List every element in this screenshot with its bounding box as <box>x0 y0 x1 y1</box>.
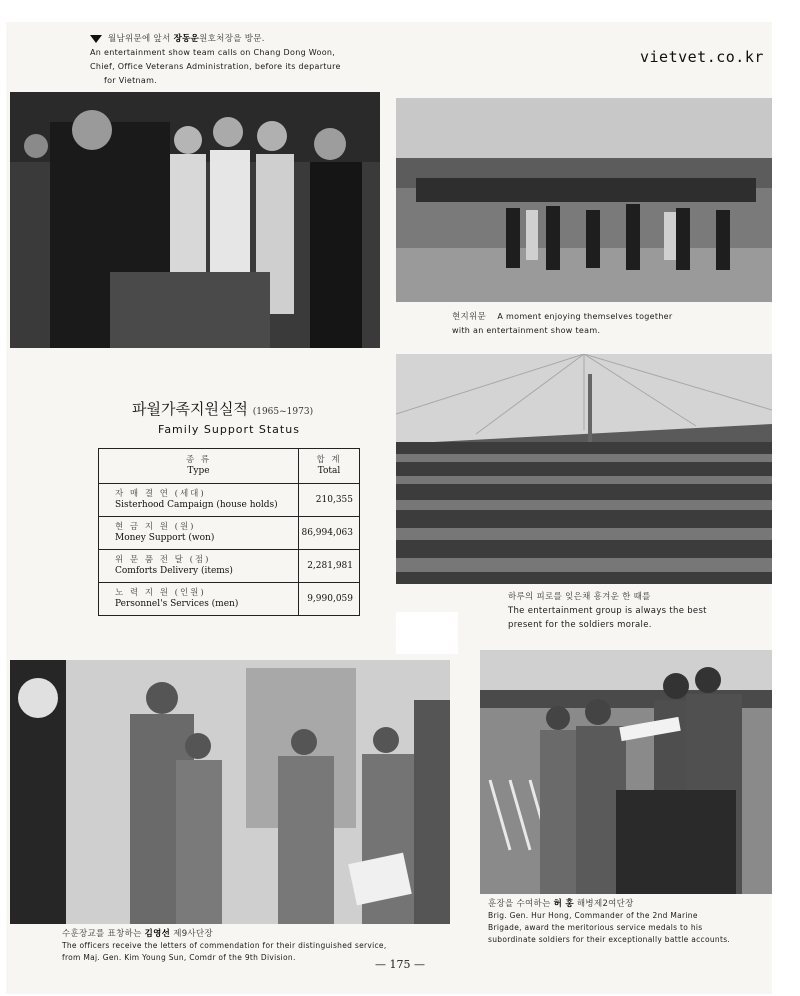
caption-bottom-right <box>488 898 768 946</box>
caption-line: The officers receive the letters of commendation for their distinguished service, <box>62 941 387 950</box>
caption-korean-name: 김영선 <box>144 929 171 939</box>
page-number: — 175 — <box>375 958 425 971</box>
header-total-korean: 합 계 <box>316 455 342 465</box>
row-type-english: Comforts Delivery (items) <box>115 566 233 576</box>
row-type <box>99 583 299 616</box>
blank-patch <box>396 612 458 654</box>
caption-korean <box>488 899 634 909</box>
caption-bottom-left <box>62 928 392 964</box>
caption-line: present for the soldiers morale. <box>508 620 652 630</box>
table-title <box>132 398 313 419</box>
table-row <box>99 517 360 550</box>
header-total-english: Total <box>317 466 341 476</box>
table-row <box>99 550 360 583</box>
site-watermark: vietvet.co.kr <box>640 48 764 66</box>
row-type-korean: 현 금 지 원 (원) <box>115 522 196 532</box>
caption-line: with an entertainment show team. <box>452 326 601 335</box>
table-row <box>99 583 360 616</box>
table-title-years: (1965~1973) <box>252 407 314 417</box>
triangle-bullet-icon <box>90 35 102 43</box>
row-total: 9,990,059 <box>299 583 360 616</box>
caption-korean: 월남위문에 앞서 <box>108 34 171 44</box>
table-row <box>99 484 360 517</box>
caption-top-left <box>90 32 380 88</box>
row-type-korean: 노 력 지 원 (인원) <box>115 588 206 598</box>
table-subtitle: Family Support Status <box>158 423 300 436</box>
row-type-korean: 위 문 품 전 달 (점) <box>115 555 211 565</box>
caption-line: from Maj. Gen. Kim Young Sun, Comdr of the 9th Division. <box>62 953 296 962</box>
caption-korean-part: 제9사단장 <box>173 929 213 939</box>
photo-medal-award <box>480 650 772 894</box>
row-type-english: Money Support (won) <box>115 533 215 543</box>
row-total: 86,994,063 <box>299 517 360 550</box>
caption-line: Brigade, award the meritorious service medals to his <box>488 923 703 932</box>
caption-top-right <box>452 310 752 338</box>
caption-korean: 현지위문 <box>452 312 487 322</box>
caption-middle-right <box>508 590 768 632</box>
table-title-korean: 파월가족지원실적 <box>132 400 248 418</box>
caption-line: A moment enjoying themselves together <box>497 312 673 321</box>
caption-line: Chief, Office Veterans Administration, before its departure <box>90 62 341 71</box>
header-total <box>299 449 360 484</box>
caption-korean <box>62 929 213 939</box>
header-type-english: Type <box>187 466 210 476</box>
row-type <box>99 484 299 517</box>
row-type <box>99 517 299 550</box>
caption-korean: 하루의 피로를 잊은채 흥겨운 한 때를 <box>508 592 651 602</box>
table-header-row <box>99 449 360 484</box>
photo-soldiers-audience <box>396 354 772 584</box>
family-support-table <box>98 448 360 616</box>
caption-line: for Vietnam. <box>104 76 158 85</box>
caption-korean-part: 해병제2여단장 <box>576 899 634 909</box>
row-type-english: Sisterhood Campaign (house holds) <box>115 500 278 510</box>
header-type <box>99 449 299 484</box>
caption-korean-name: 장동운 <box>173 34 200 44</box>
caption-korean-part: 수훈장교를 표창하는 <box>62 929 142 939</box>
caption-line: Brig. Gen. Hur Hong, Commander of the 2nd Marine <box>488 911 698 920</box>
row-type-korean: 자 매 결 연 (세대) <box>115 489 206 499</box>
caption-line: An entertainment show team calls on Chang Dong Woon, <box>90 48 336 57</box>
row-type-english: Personnel's Services (men) <box>115 599 239 609</box>
caption-line: subordinate soldiers for their exceptionally battle accounts. <box>488 935 731 944</box>
row-total: 210,355 <box>299 484 360 517</box>
header-type-korean: 종 류 <box>185 455 212 465</box>
caption-korean: 원호처장을 방문. <box>199 34 265 44</box>
caption-korean-part: 훈장을 수여하는 <box>488 899 551 909</box>
photo-commendation-ceremony <box>10 660 450 924</box>
photo-soldiers-dancing <box>396 98 772 302</box>
row-total: 2,281,981 <box>299 550 360 583</box>
caption-korean-name: 허 홍 <box>553 899 574 909</box>
photo-entertainment-team-visit <box>10 92 380 348</box>
row-type <box>99 550 299 583</box>
caption-line: The entertainment group is always the best <box>508 606 707 616</box>
